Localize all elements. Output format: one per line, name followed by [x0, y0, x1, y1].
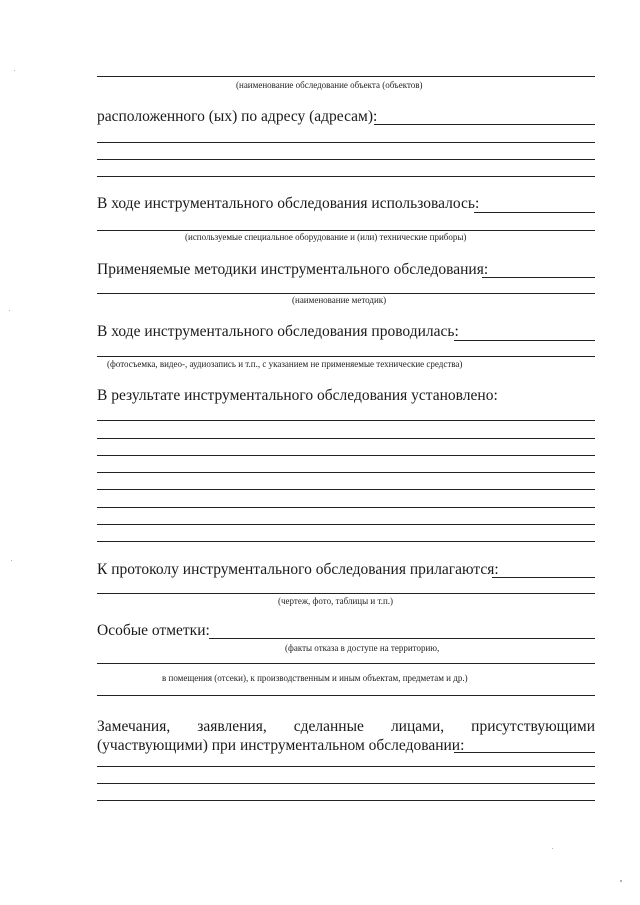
remarks-line-2-text: (участвующими) при инструментальном обследовании:	[97, 737, 465, 754]
notes-label: Особые отметки:	[97, 622, 210, 639]
result-line-3[interactable]	[97, 455, 595, 456]
address-line-3[interactable]	[97, 159, 595, 160]
address-line-1[interactable]	[374, 124, 595, 125]
remarks-line-1-text	[97, 718, 595, 736]
notes-line-1[interactable]	[209, 638, 595, 639]
methods-line-2[interactable]	[97, 293, 595, 294]
address-line-2[interactable]	[97, 142, 595, 143]
caption-methods: (наименование методик)	[292, 295, 387, 305]
result-line-4[interactable]	[97, 472, 595, 473]
attached-label: К протоколу инструментального обследования прилагаются:	[97, 561, 499, 578]
notes-line-2[interactable]	[97, 663, 595, 664]
remarks-line-4[interactable]	[97, 800, 595, 801]
address-line-4[interactable]	[97, 176, 595, 177]
scan-speck	[552, 848, 553, 849]
caption-attached: (чертеж, фото, таблицы и т.п.)	[278, 596, 394, 606]
result-line-7[interactable]	[97, 524, 595, 525]
caption-conducted: (фотосъемка, видео-, аудиозапись и т.п., с указанием не применяемые технические средства)	[107, 359, 463, 369]
scan-speck	[9, 310, 10, 311]
used-line-2[interactable]	[97, 230, 595, 231]
remarks-word-1: Замечания,	[97, 718, 171, 735]
result-line-5[interactable]	[97, 489, 595, 490]
remarks-word-4: лицами,	[390, 718, 445, 735]
scan-speck	[11, 560, 12, 561]
conducted-line-1[interactable]	[454, 340, 595, 341]
result-line-8[interactable]	[97, 541, 595, 542]
used-line-1[interactable]	[474, 212, 595, 213]
remarks-word-3: сделанные	[293, 718, 364, 735]
result-line-2[interactable]	[97, 438, 595, 439]
remarks-line-1[interactable]	[454, 752, 595, 753]
methods-line-1[interactable]	[482, 277, 595, 278]
conducted-line-2[interactable]	[97, 356, 595, 357]
scan-speck	[620, 880, 622, 882]
remarks-line-2[interactable]	[97, 766, 595, 767]
remarks-line-3[interactable]	[97, 783, 595, 784]
scan-speck	[14, 70, 15, 71]
address-label: расположенного (ых) по адресу (адресам):	[97, 108, 378, 125]
used-label: В ходе инструментального обследования использовалось:	[97, 195, 480, 212]
attached-line-1[interactable]	[492, 577, 595, 578]
caption-notes-1: (факты отказа в доступе на территорию,	[285, 643, 440, 653]
caption-notes-2: в помещения (отсеки), к производственным и иным объектам, предметам и др.)	[162, 673, 468, 683]
object-name-line[interactable]	[97, 76, 595, 77]
result-line-1[interactable]	[97, 420, 595, 421]
remarks-word-5: присутствующими	[471, 718, 595, 735]
caption-object: (наименование обследование объекта (объектов)	[236, 80, 423, 90]
result-line-6[interactable]	[97, 507, 595, 508]
methods-label: Применяемые методики инструментального обследования:	[97, 261, 489, 278]
caption-equipment: (используемые специальное оборудование и (или) технические приборы)	[185, 232, 467, 242]
remarks-word-2: заявления,	[197, 718, 267, 735]
result-label: В результате инструментального обследования установлено:	[97, 387, 498, 404]
conducted-label: В ходе инструментального обследования проводилась:	[97, 323, 459, 340]
attached-line-2[interactable]	[97, 593, 595, 594]
notes-line-3[interactable]	[97, 695, 595, 696]
